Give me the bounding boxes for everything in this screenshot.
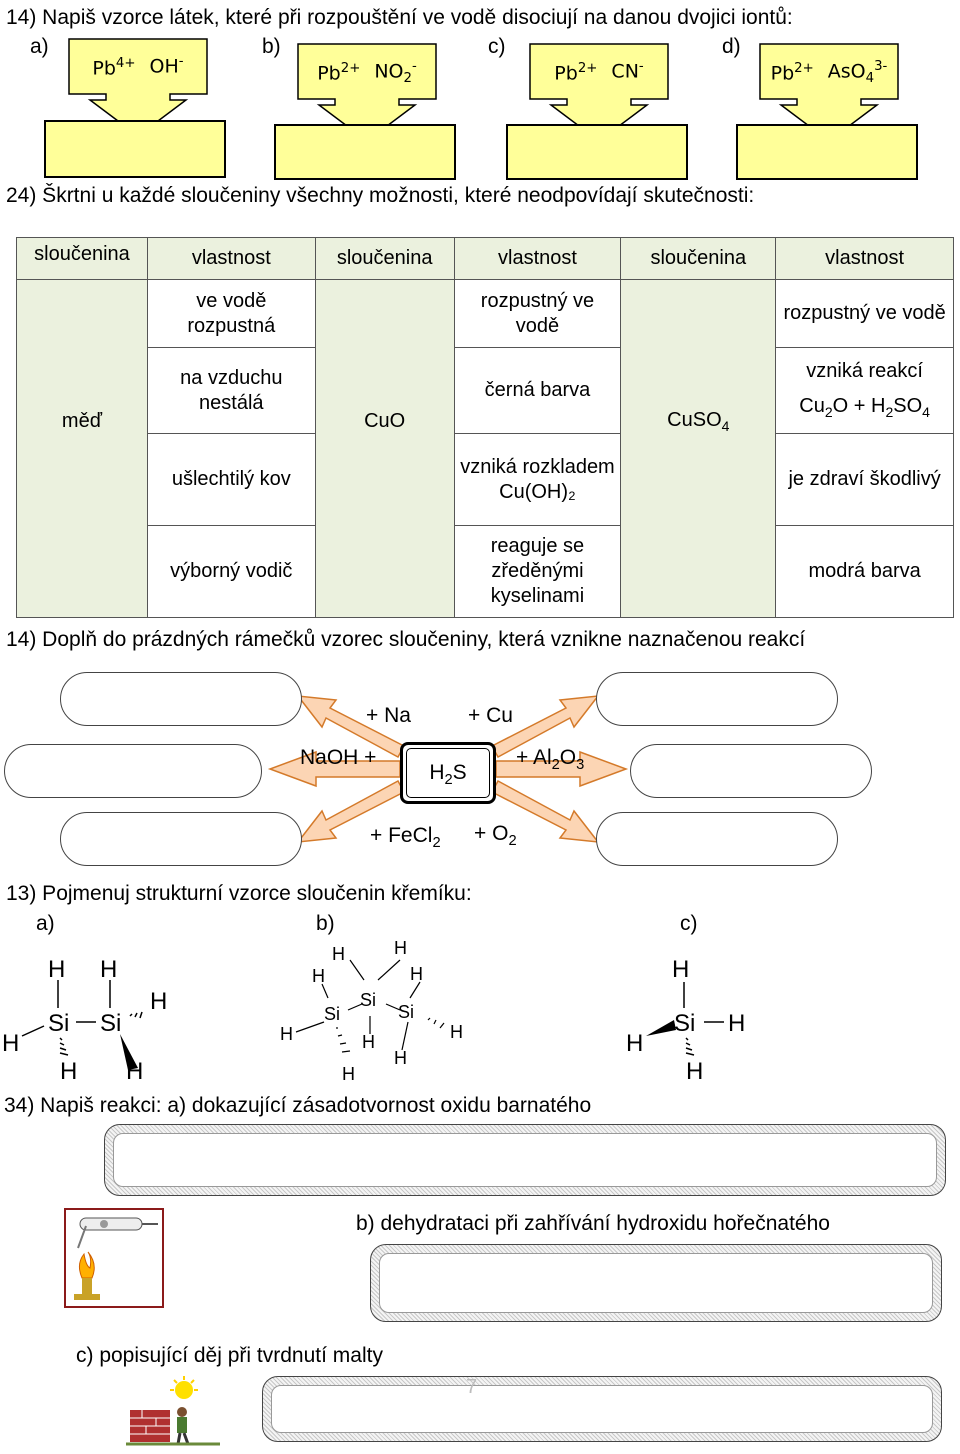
atom-h: H bbox=[126, 1058, 144, 1085]
atom-h: H bbox=[686, 1058, 704, 1085]
write-c-text: c) popisující děj při tvrdnutí malty bbox=[76, 1344, 383, 1367]
header-property-1: vlastnost bbox=[147, 238, 315, 280]
cation-label: $Pb^{4+}$ bbox=[92, 56, 136, 80]
atom-h: H bbox=[362, 1032, 375, 1052]
property-cell[interactable]: na vzduchu nestálá bbox=[147, 348, 315, 434]
item-d-letter: d) bbox=[722, 35, 741, 58]
atom-si: Si bbox=[398, 1002, 415, 1022]
answer-box-b[interactable] bbox=[274, 124, 456, 180]
header-property-2: vlastnost bbox=[454, 238, 621, 280]
compound-properties-table bbox=[16, 237, 954, 618]
atom-h: H bbox=[342, 1064, 355, 1084]
write-b-text: b) dehydrataci při zahřívání hydroxidu hořečnatého bbox=[356, 1212, 830, 1235]
cation-label: $Pb^{2+}$ bbox=[770, 61, 814, 85]
silicon-label-c: c) bbox=[680, 912, 698, 935]
property-cell[interactable]: výborný vodič bbox=[147, 526, 315, 618]
header-compound-2: sloučenina bbox=[315, 238, 454, 280]
product-box-left[interactable] bbox=[4, 744, 262, 798]
section-ions-title: 14) Napiš vzorce látek, které při rozpouštění ve vodě disociují na danou dvojici iontů: bbox=[6, 6, 793, 29]
property-cell[interactable]: modrá barva bbox=[776, 526, 954, 618]
product-box-top-left[interactable] bbox=[60, 672, 302, 726]
header-property-3: vlastnost bbox=[776, 238, 954, 280]
masonry-illustration bbox=[122, 1376, 222, 1446]
reagent-o2: + $O_2$ bbox=[474, 822, 517, 850]
property-cell[interactable]: ušlechtilý kov bbox=[147, 434, 315, 526]
answer-field-a[interactable] bbox=[104, 1124, 946, 1196]
compound-cell-copper: měď bbox=[17, 280, 148, 618]
atom-h: H bbox=[394, 938, 407, 958]
anion-label: OH- bbox=[149, 54, 184, 78]
property-cell[interactable]: ve vodě rozpustná bbox=[147, 280, 315, 348]
anion-label: AsO$_4^{3-}$ bbox=[827, 59, 888, 87]
atom-h: H bbox=[728, 1010, 746, 1037]
header-compound-3: sloučenina bbox=[621, 238, 776, 280]
molecule-b-bonds bbox=[270, 940, 500, 1100]
compound-cell-cuso4: CuSO$_4$ bbox=[621, 280, 776, 618]
atom-h: H bbox=[410, 964, 423, 984]
property-cell[interactable]: rozpustný ve vodě bbox=[776, 280, 954, 348]
section-table-title: 24) Škrtni u každé sloučeniny všechny možnosti, které neodpovídají skutečnosti: bbox=[6, 184, 755, 207]
item-b-letter: b) bbox=[262, 35, 281, 58]
property-cell[interactable]: je zdraví škodlivý bbox=[776, 434, 954, 526]
anion-label: $NO_2^-$ bbox=[374, 59, 417, 87]
property-cell[interactable]: vzniká reakcí $Cu_2O + H_2SO_4$ bbox=[776, 348, 954, 434]
property-cell[interactable]: vzniká rozkladem Cu(OH)₂ bbox=[454, 434, 621, 526]
answer-box-a[interactable] bbox=[44, 120, 226, 178]
answer-field-b[interactable] bbox=[370, 1244, 942, 1322]
page-number: 7 bbox=[466, 1376, 478, 1398]
answer-box-d[interactable] bbox=[736, 124, 918, 180]
cation-label: $Pb^{2+}$ bbox=[317, 61, 361, 85]
atom-si: Si bbox=[674, 1010, 696, 1037]
answer-field-c[interactable] bbox=[262, 1376, 942, 1442]
atom-h: H bbox=[332, 944, 345, 964]
atom-si: Si bbox=[48, 1010, 70, 1037]
product-box-top-right[interactable] bbox=[596, 672, 838, 726]
property-cell[interactable]: rozpustný ve vodě bbox=[454, 280, 621, 348]
atom-h: H bbox=[450, 1022, 463, 1042]
burner-illustration bbox=[64, 1208, 164, 1308]
product-box-bottom-left[interactable] bbox=[60, 812, 302, 866]
h2s-formula: $H_2S$ bbox=[429, 761, 467, 789]
header-compound-1: sloučenina bbox=[17, 238, 148, 280]
answer-box-c[interactable] bbox=[506, 124, 688, 180]
silicon-label-b: b) bbox=[316, 912, 335, 935]
reagent-na: + Na bbox=[366, 704, 411, 727]
atom-h: H bbox=[672, 956, 690, 983]
section-silicon-title: 13) Pojmenuj strukturní vzorce sloučenin křemíku: bbox=[6, 882, 472, 905]
product-box-bottom-right[interactable] bbox=[596, 812, 838, 866]
section-reactions-title: 14) Doplň do prázdných rámečků vzorec sloučeniny, která vznikne naznačenou reakcí bbox=[6, 628, 806, 651]
section-write-title: 34) Napiš reakci: a) dokazující zásadotvornost oxidu barnatého bbox=[4, 1094, 592, 1117]
atom-si: Si bbox=[324, 1004, 341, 1024]
atom-h: H bbox=[626, 1030, 644, 1057]
atom-si: Si bbox=[100, 1010, 122, 1037]
property-cell[interactable]: černá barva bbox=[454, 348, 621, 434]
reagent-fecl2: + FeCl$_2$ bbox=[370, 824, 441, 852]
item-a-letter: a) bbox=[30, 35, 49, 58]
property-cell[interactable]: reaguje se zředěnými kyselinami bbox=[454, 526, 621, 618]
atom-h: H bbox=[48, 956, 66, 983]
anion-label: CN- bbox=[611, 59, 644, 83]
item-c-letter: c) bbox=[488, 35, 506, 58]
atom-h: H bbox=[150, 988, 168, 1015]
atom-h: H bbox=[280, 1024, 293, 1044]
atom-h: H bbox=[60, 1058, 78, 1085]
atom-si: Si bbox=[360, 990, 377, 1010]
reagent-naoh: NaOH + bbox=[300, 746, 377, 769]
product-box-right[interactable] bbox=[630, 744, 872, 798]
atom-h: H bbox=[394, 1048, 407, 1068]
compound-cell-cuo: CuO bbox=[315, 280, 454, 618]
h2s-center-box bbox=[400, 742, 496, 804]
reagent-al2o3: + $Al_2O_3$ bbox=[516, 746, 585, 774]
reagent-cu: + Cu bbox=[468, 704, 513, 727]
atom-h: H bbox=[312, 966, 325, 986]
cation-label: $Pb^{2+}$ bbox=[554, 61, 598, 85]
atom-h: H bbox=[2, 1030, 20, 1057]
silicon-label-a: a) bbox=[36, 912, 55, 935]
atom-h: H bbox=[100, 956, 118, 983]
